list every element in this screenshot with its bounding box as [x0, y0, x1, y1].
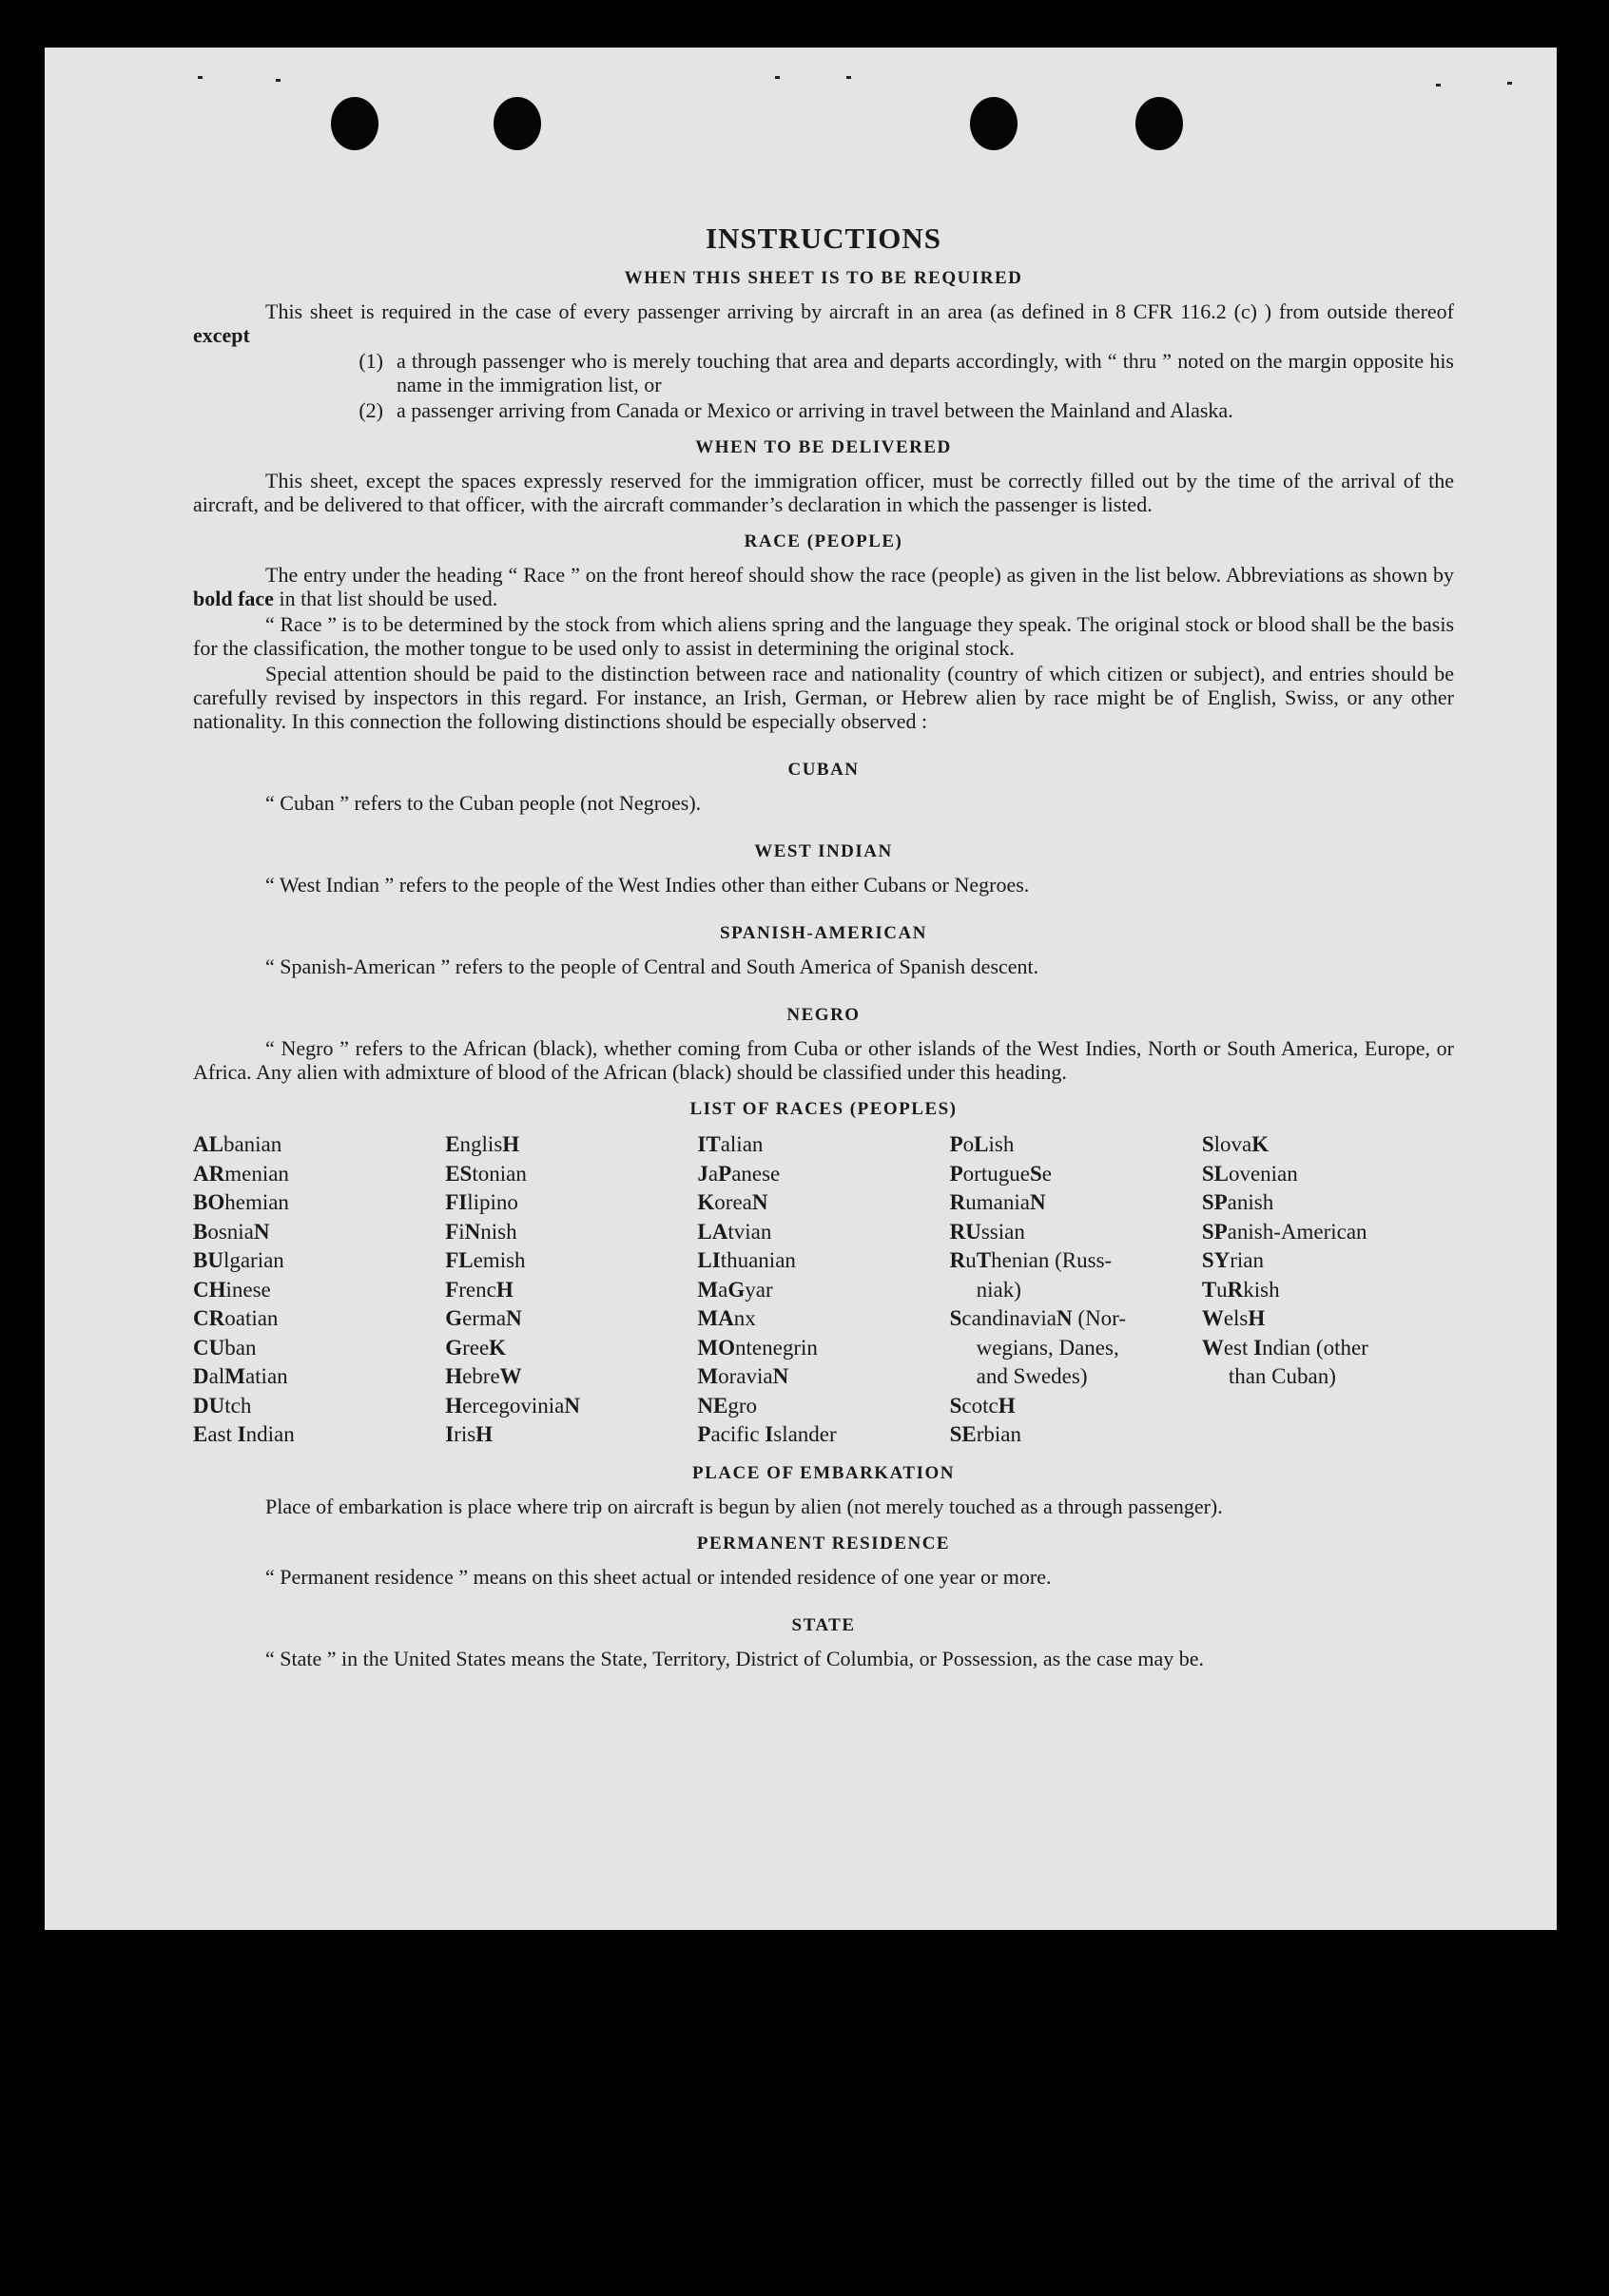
race-entry: CUban — [193, 1335, 257, 1360]
section-heading-spanish-american: SPANISH-AMERICAN — [720, 923, 927, 943]
race-paragraph-3: Special attention should be paid to the distinction between race and nationality (country of which citizen or subject), and entries should be carefully revised by inspectors in this regard. For instance, an Irish, German, or Hebrew alien by race might be of English, Swiss, or any other nationality. In this connection the following distinctions should be especially observed : — [193, 662, 1454, 733]
scan-speck — [276, 79, 281, 82]
races-list — [193, 1130, 1454, 1450]
race-entry: ScandinaviaN (Nor- — [949, 1306, 1127, 1330]
race-entry: CHinese — [193, 1277, 271, 1302]
punch-hole — [1135, 97, 1183, 150]
race-entry: WelsH — [1201, 1306, 1266, 1330]
race-entry: SlovaK — [1201, 1132, 1270, 1156]
race-entry: SPanish — [1201, 1190, 1274, 1214]
race-entry: East Indian — [193, 1422, 295, 1446]
races-column-3 — [697, 1130, 949, 1450]
race-entry: HebreW — [445, 1364, 522, 1388]
race-entry: than Cuban) — [1228, 1364, 1336, 1388]
race-entry: EStonian — [445, 1161, 527, 1186]
spanish-american-text: “ Spanish-American ” refers to the people of Central and South America of Spanish descent. — [265, 955, 1039, 978]
race-entry: West Indian (other — [1201, 1335, 1368, 1360]
race-entry: ITalian — [697, 1132, 764, 1156]
race-entry: SErbian — [949, 1422, 1022, 1446]
race-paragraph-2: “ Race ” is to be determined by the stock from which aliens spring and the language they speak. The original stock or blood shall be the basis for the classification, the mother tongue to be used only to assist in determining the original stock. — [193, 612, 1454, 660]
race-entry: SYrian — [1201, 1248, 1264, 1272]
race-entry: PoLish — [949, 1132, 1015, 1156]
race-entry: MOntenegrin — [697, 1335, 818, 1360]
section-heading-race: RACE (PEOPLE) — [744, 531, 903, 551]
race-entry: PortugueSe — [949, 1161, 1052, 1186]
race-entry: DalMatian — [193, 1364, 288, 1388]
races-column-4 — [950, 1130, 1202, 1450]
cuban-text: “ Cuban ” refers to the Cuban people (not Negroes). — [265, 791, 702, 815]
races-column-5 — [1202, 1130, 1454, 1450]
race-entry: ARmenian — [193, 1161, 289, 1186]
race-entry: GermaN — [445, 1306, 522, 1330]
races-column-1 — [193, 1130, 445, 1450]
race-entry: SLovenian — [1201, 1161, 1298, 1186]
race-entry: LAtvian — [697, 1219, 772, 1244]
races-column-2 — [445, 1130, 697, 1450]
race-entry: RUssian — [949, 1219, 1025, 1244]
section-heading-west-indian: WEST INDIAN — [754, 841, 893, 861]
race-entry: BUlgarian — [193, 1248, 284, 1272]
punch-hole — [494, 97, 541, 150]
west-indian-text: “ West Indian ” refers to the people of the West Indies other than either Cubans or Negroes. — [265, 873, 1030, 897]
section-heading-embarkation: PLACE OF EMBARKATION — [692, 1462, 955, 1483]
race-entry: MaGyar — [697, 1277, 773, 1302]
section-heading-list-of-races: LIST OF RACES (PEOPLES) — [689, 1099, 958, 1119]
race-entry: FLemish — [445, 1248, 526, 1272]
section-heading-state: STATE — [791, 1614, 856, 1635]
race-entry: RumaniaN — [949, 1190, 1046, 1214]
scan-speck — [775, 76, 780, 79]
race-entry: DUtch — [193, 1393, 252, 1418]
race-entry: CRoatian — [193, 1306, 279, 1330]
race-entry: FIlipino — [445, 1190, 518, 1214]
required-item-1: (1) a through passenger who is merely touching that area and departs accordingly, with “ thru ” noted on the margin opposite his name in the immigration list, or — [359, 349, 1454, 396]
race-entry: TuRkish — [1201, 1277, 1280, 1302]
scan-speck — [1436, 84, 1441, 87]
race-entry: HercegoviniaN — [445, 1393, 580, 1418]
race-entry: wegians, Danes, — [976, 1335, 1119, 1360]
scan-speck — [1507, 82, 1512, 85]
race-entry: BOhemian — [193, 1190, 289, 1214]
negro-text: “ Negro ” refers to the African (black), whether coming from Cuba or other islands of the West Indies, North or South America, Europe, or Africa. Any alien with admixture of blood of the African (black) should be classified under this heading. — [193, 1036, 1454, 1084]
race-entry: BosniaN — [193, 1219, 270, 1244]
section-heading-residence: PERMANENT RESIDENCE — [696, 1533, 951, 1553]
race-paragraph-1: The entry under the heading “ Race ” on the front hereof should show the race (people) as given in the list below. Abbreviations as shown by bold face in that list should be used. — [193, 563, 1454, 610]
instructions-content — [193, 171, 1454, 1672]
race-entry: and Swedes) — [976, 1364, 1088, 1388]
required-item-2: (2) a passenger arriving from Canada or Mexico or arriving in travel between the Mainland and Alaska. — [359, 398, 1233, 422]
race-entry: KoreaN — [697, 1190, 768, 1214]
race-entry: ALbanian — [193, 1132, 282, 1156]
race-entry: MoraviaN — [697, 1364, 789, 1388]
section-heading-delivered: WHEN TO BE DELIVERED — [695, 437, 952, 457]
race-entry: IrisH — [445, 1422, 494, 1446]
race-entry: MAnx — [697, 1306, 756, 1330]
residence-text: “ Permanent residence ” means on this sheet actual or intended residence of one year or more. — [265, 1564, 1052, 1589]
race-entry: NEgro — [697, 1393, 758, 1418]
race-entry: niak) — [976, 1277, 1021, 1302]
delivered-text: This sheet, except the spaces expressly reserved for the immigration officer, must be correctly filled out by the time of the arrival of the aircraft, and be delivered to that officer, with the aircraft commander’s declaration in which the passenger is listed. — [193, 469, 1454, 516]
section-heading-cuban: CUBAN — [787, 760, 860, 780]
scan-speck — [846, 76, 851, 79]
section-heading-negro: NEGRO — [786, 1005, 861, 1025]
page-title: INSTRUCTIONS — [705, 222, 941, 255]
section-heading-required: WHEN THIS SHEET IS TO BE REQUIRED — [624, 268, 1023, 288]
punch-hole — [331, 97, 378, 150]
scan-speck — [198, 76, 203, 79]
race-entry: LIthuanian — [697, 1248, 796, 1272]
embarkation-text: Place of embarkation is place where trip on aircraft is begun by alien (not merely touched as a through passenger). — [265, 1494, 1223, 1518]
race-entry: Pacific Islander — [697, 1422, 837, 1446]
race-entry: RuThenian (Russ- — [949, 1248, 1113, 1272]
punch-hole — [970, 97, 1018, 150]
document-sheet — [45, 48, 1557, 1930]
race-entry: FiNnish — [445, 1219, 517, 1244]
required-intro: This sheet is required in the case of every passenger arriving by aircraft in an area (as defined in 8 CFR 116.2 (c) ) from outside thereof except — [193, 299, 1454, 347]
race-entry: SPanish-American — [1201, 1219, 1367, 1244]
race-entry: EnglisH — [445, 1132, 520, 1156]
state-text: “ State ” in the United States means the State, Territory, District of Columbia, or Possession, as the case may be. — [265, 1646, 1205, 1670]
race-entry: FrencH — [445, 1277, 514, 1302]
race-entry: GreeK — [445, 1335, 507, 1360]
race-entry: JaPanese — [697, 1161, 781, 1186]
race-entry: ScotcH — [949, 1393, 1016, 1418]
